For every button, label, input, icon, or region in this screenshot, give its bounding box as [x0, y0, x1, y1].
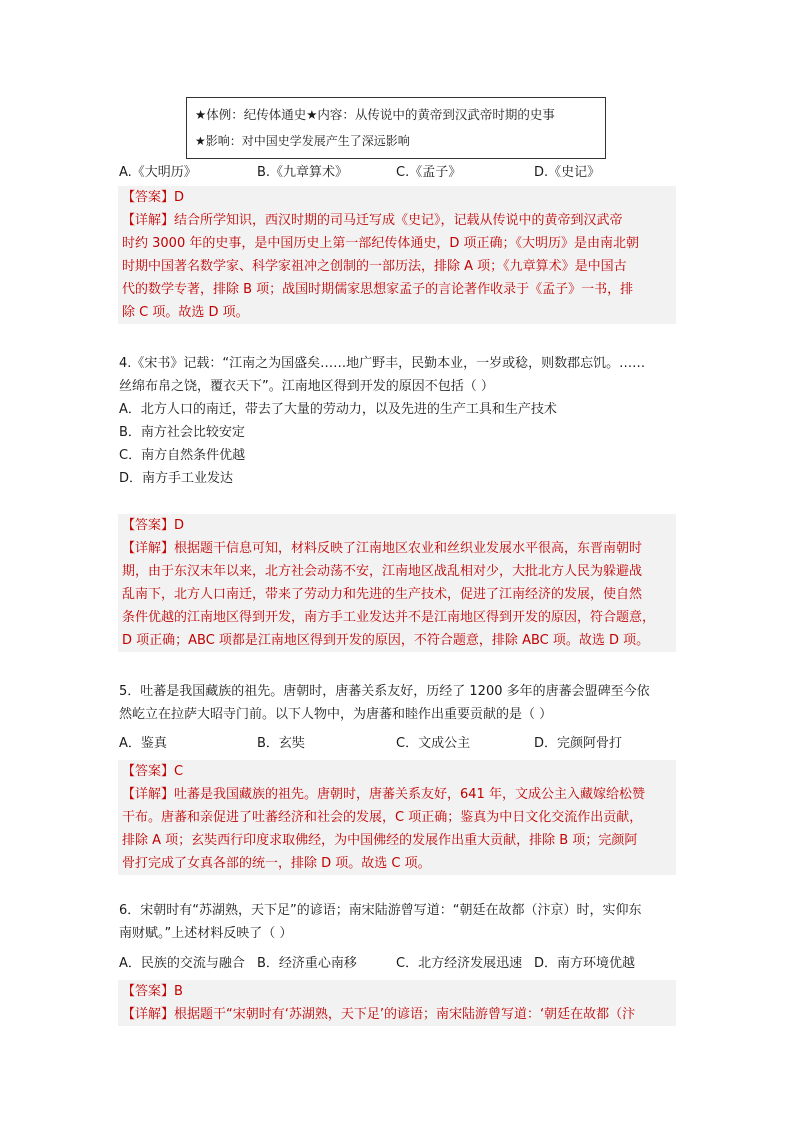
q3-options	[119, 163, 679, 183]
option: C．文成公主	[396, 736, 471, 751]
detail-line: 时期中国著名数学家、科学家祖冲之创制的一部历法，排除 A 项；《九章算术》是中国古	[122, 259, 627, 274]
q5-answer-block	[118, 760, 676, 875]
detail-line: 干布。唐蕃和亲促进了吐蕃经济和社会的发展，C 项正确；鉴真为中日文化交流作出贡献，	[122, 810, 643, 825]
detail-line: 条件优越的江南地区得到开发，南方手工业发达并不是江南地区得到开发的原因，符合题意，	[122, 610, 656, 625]
q5-options	[119, 734, 679, 754]
q4-answer-block	[118, 514, 676, 652]
detail-line: 时约 3000 年的史事，是中国历史上第一部纪传体通史，D 项正确；《大明历》是由南北朝	[122, 236, 639, 251]
option: B．南方社会比较安定	[119, 425, 245, 440]
question-6	[119, 899, 675, 945]
option: C．北方经济发展迅速	[396, 956, 523, 971]
option: A.《大明历》	[119, 165, 197, 180]
detail-tag: 【详解】	[122, 541, 175, 556]
option: D．南方环境优越	[534, 956, 636, 971]
question-stem: 然屹立在拉萨大昭寺门前。以下人物中，为唐蕃和睦作出重要贡献的是（ ）	[119, 707, 553, 722]
answer-tag: 【答案】	[122, 518, 175, 533]
option: A．北方人口的南迁，带去了大量的劳动力，以及先进的生产工具和生产技术	[119, 402, 557, 417]
detail-line: D 项正确；ABC 项都是江南地区得到开发的原因，不符合题意，排除 ABC 项。故选 D 项。	[122, 633, 650, 648]
question-stem: 丝绵布帛之饶，覆衣天下”。江南地区得到开发的原因不包括（ ）	[119, 379, 494, 394]
question-stem: 6．宋朝时有“苏湖熟，天下足”的谚语；南宋陆游曾写道：“朝廷在故都（汴京）时，实仰东	[119, 903, 642, 918]
option: A．民族的交流与融合	[119, 956, 245, 971]
detail-line: 排除 A 项；玄奘西行印度求取佛经，为中国佛经的发展作出重大贡献，排除 B 项；完颜阿	[122, 833, 638, 848]
detail-text: 根据题干信息可知，材料反映了江南地区农业和丝织业发展水平很高，东晋南朝时	[174, 541, 643, 556]
detail-line	[122, 783, 672, 806]
answer-tag: 【答案】	[122, 764, 175, 779]
q3-answer-block	[118, 186, 676, 324]
answer-tag: 【答案】	[122, 984, 175, 999]
question-stem: 南财赋。”上述材料反映了（ ）	[119, 926, 293, 941]
detail-line: 代的数学专著，排除 B 项；战国时期儒家思想家孟子的言论著作收录于《孟子》一书，排	[122, 282, 634, 297]
option: D.《史记》	[534, 165, 601, 180]
detail-text: 根据题干“宋朝时有‘苏湖熟，天下足’的谚语；南宋陆游曾写道：‘朝廷在故都（汴	[174, 1007, 636, 1022]
option: B．玄奘	[257, 736, 305, 751]
detail-tag: 【详解】	[122, 213, 175, 228]
answer-value: C	[174, 764, 184, 779]
question-stem: 4.《宋书》记载：“江南之为国盛矣……地广野丰，民勤本业，一岁或稔，则数郡忘饥。……	[119, 356, 646, 371]
detail-line: 乱南下，北方人口南迁，带来了劳动力和先进的生产技术，促进了江南经济的发展，使自然	[122, 587, 643, 602]
detail-line: 期，由于东汉末年以来，北方社会动荡不安，江南地区战乱相对少，大批北方人民为躲避战	[122, 564, 643, 579]
answer-line	[122, 760, 672, 783]
detail-line	[122, 1003, 672, 1026]
option: D．南方手工业发达	[119, 471, 234, 486]
option: C．南方自然条件优越	[119, 448, 246, 463]
question-4	[119, 352, 675, 490]
option: B.《九章算术》	[257, 165, 349, 180]
detail-line: 除 C 项。故选 D 项。	[122, 305, 249, 320]
detail-text: 吐蕃是我国藏族的祖先。唐朝时，唐蕃关系友好，641 年，文成公主入藏嫁给松赞	[174, 787, 645, 802]
q6-answer-block	[118, 980, 676, 1026]
question-stem: 5．吐蕃是我国藏族的祖先。唐朝时，唐蕃关系友好，历经了 1200 多年的唐蕃会盟碑至今依	[119, 684, 650, 699]
detail-text: 结合所学知识，西汉时期的司马迁写成《史记》，记载从传说中的黄帝到汉武帝	[174, 213, 623, 228]
answer-tag: 【答案】	[122, 190, 175, 205]
info-box-line: ★体例：纪传体通史★内容：从传说中的黄帝到汉武帝时期的史事	[195, 107, 555, 122]
answer-value: B	[174, 984, 183, 999]
detail-tag: 【详解】	[122, 787, 175, 802]
detail-tag: 【详解】	[122, 1007, 175, 1022]
detail-line	[122, 209, 672, 232]
option: A．鉴真	[119, 736, 167, 751]
answer-line	[122, 186, 672, 209]
info-box	[186, 97, 606, 159]
option: B．经济重心南移	[257, 956, 357, 971]
question-5	[119, 680, 675, 726]
option: C.《孟子》	[396, 165, 462, 180]
q6-options	[119, 954, 679, 974]
info-box-line: ★影响：对中国史学发展产生了深远影响	[195, 134, 410, 148]
answer-value: D	[174, 518, 185, 533]
answer-value: D	[174, 190, 185, 205]
answer-line	[122, 980, 672, 1003]
detail-line	[122, 537, 672, 560]
answer-line	[122, 514, 672, 537]
detail-line: 骨打完成了女真各部的统一，排除 D 项。故选 C 项。	[122, 856, 431, 871]
option: D．完颜阿骨打	[534, 736, 623, 751]
